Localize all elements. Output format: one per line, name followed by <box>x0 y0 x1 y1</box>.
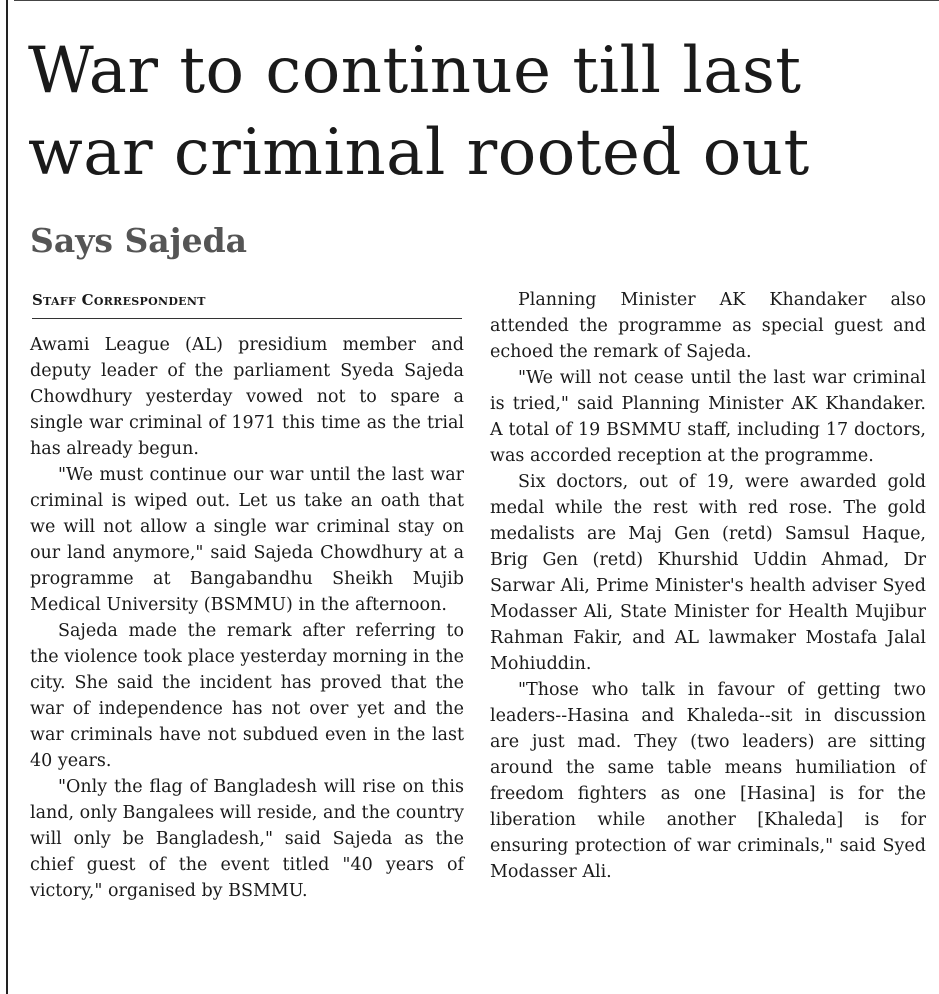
paragraph: Planning Minister AK Khandaker also attended the programme as special guest and echoed the remark of Sajeda. <box>490 290 926 362</box>
article-subheadline: Says Sajeda <box>30 221 248 260</box>
article-column-right <box>490 287 926 885</box>
paragraph: "We will not cease until the last war criminal is tried," said Planning Minister AK Khandaker. A total of 19 BSMMU staff, including 17 doctors, was accorded reception at the programme. <box>490 368 926 466</box>
paragraph: "We must continue our war until the last war criminal is wiped out. Let us take an oath that we will not allow a single war criminal stay on our land anymore," said Sajeda Chowdhury at a programme at Bangabandhu Sheikh Mujib Medical University (BSMMU) in the afternoon. <box>30 465 464 615</box>
paragraph: "Those who talk in favour of getting two leaders--Hasina and Khaleda--sit in discussion are just mad. They (two leaders) are sitting around the same table means humiliation of freedom fighters as one [Hasina] is for the liberation while another [Khaleda] is for ensuring protection of war criminals," said Syed Modasser Ali. <box>490 680 926 882</box>
paragraph: "Only the flag of Bangladesh will rise on this land, only Bangalees will reside, and the country will only be Bangladesh," said Sajeda as the chief guest of the event titled "40 years of victory," organised by BSMMU. <box>30 777 464 901</box>
paragraph: Sajeda made the remark after referring to the violence took place yesterday morning in the city. She said the incident has proved that the war of independence has not over yet and the war criminals have not subdued even in the last 40 years. <box>30 621 464 771</box>
byline-divider <box>32 318 462 319</box>
article-column-left <box>30 332 464 904</box>
paragraph: Awami League (AL) presidium member and deputy leader of the parliament Syeda Sajeda Chowdhury yesterday vowed not to spare a single war criminal of 1971 this time as the trial has already begun. <box>30 335 464 459</box>
page-left-rule <box>6 0 8 994</box>
paragraph: Six doctors, out of 19, were awarded gold medal while the rest with red rose. The gold medalists are Maj Gen (retd) Samsul Haque, Brig Gen (retd) Khurshid Uddin Ahmad, Dr Sarwar Ali, Prime Minister's health adviser Syed Modasser Ali, State Minister for Health Mujibur Rahman Fakir, and AL lawmaker Mostafa Jalal Mohiuddin. <box>490 472 926 674</box>
article-byline: Staff Correspondent <box>32 291 206 309</box>
page-top-rule <box>14 0 939 1</box>
article-headline: War to continue till last war criminal rooted out <box>28 34 810 190</box>
